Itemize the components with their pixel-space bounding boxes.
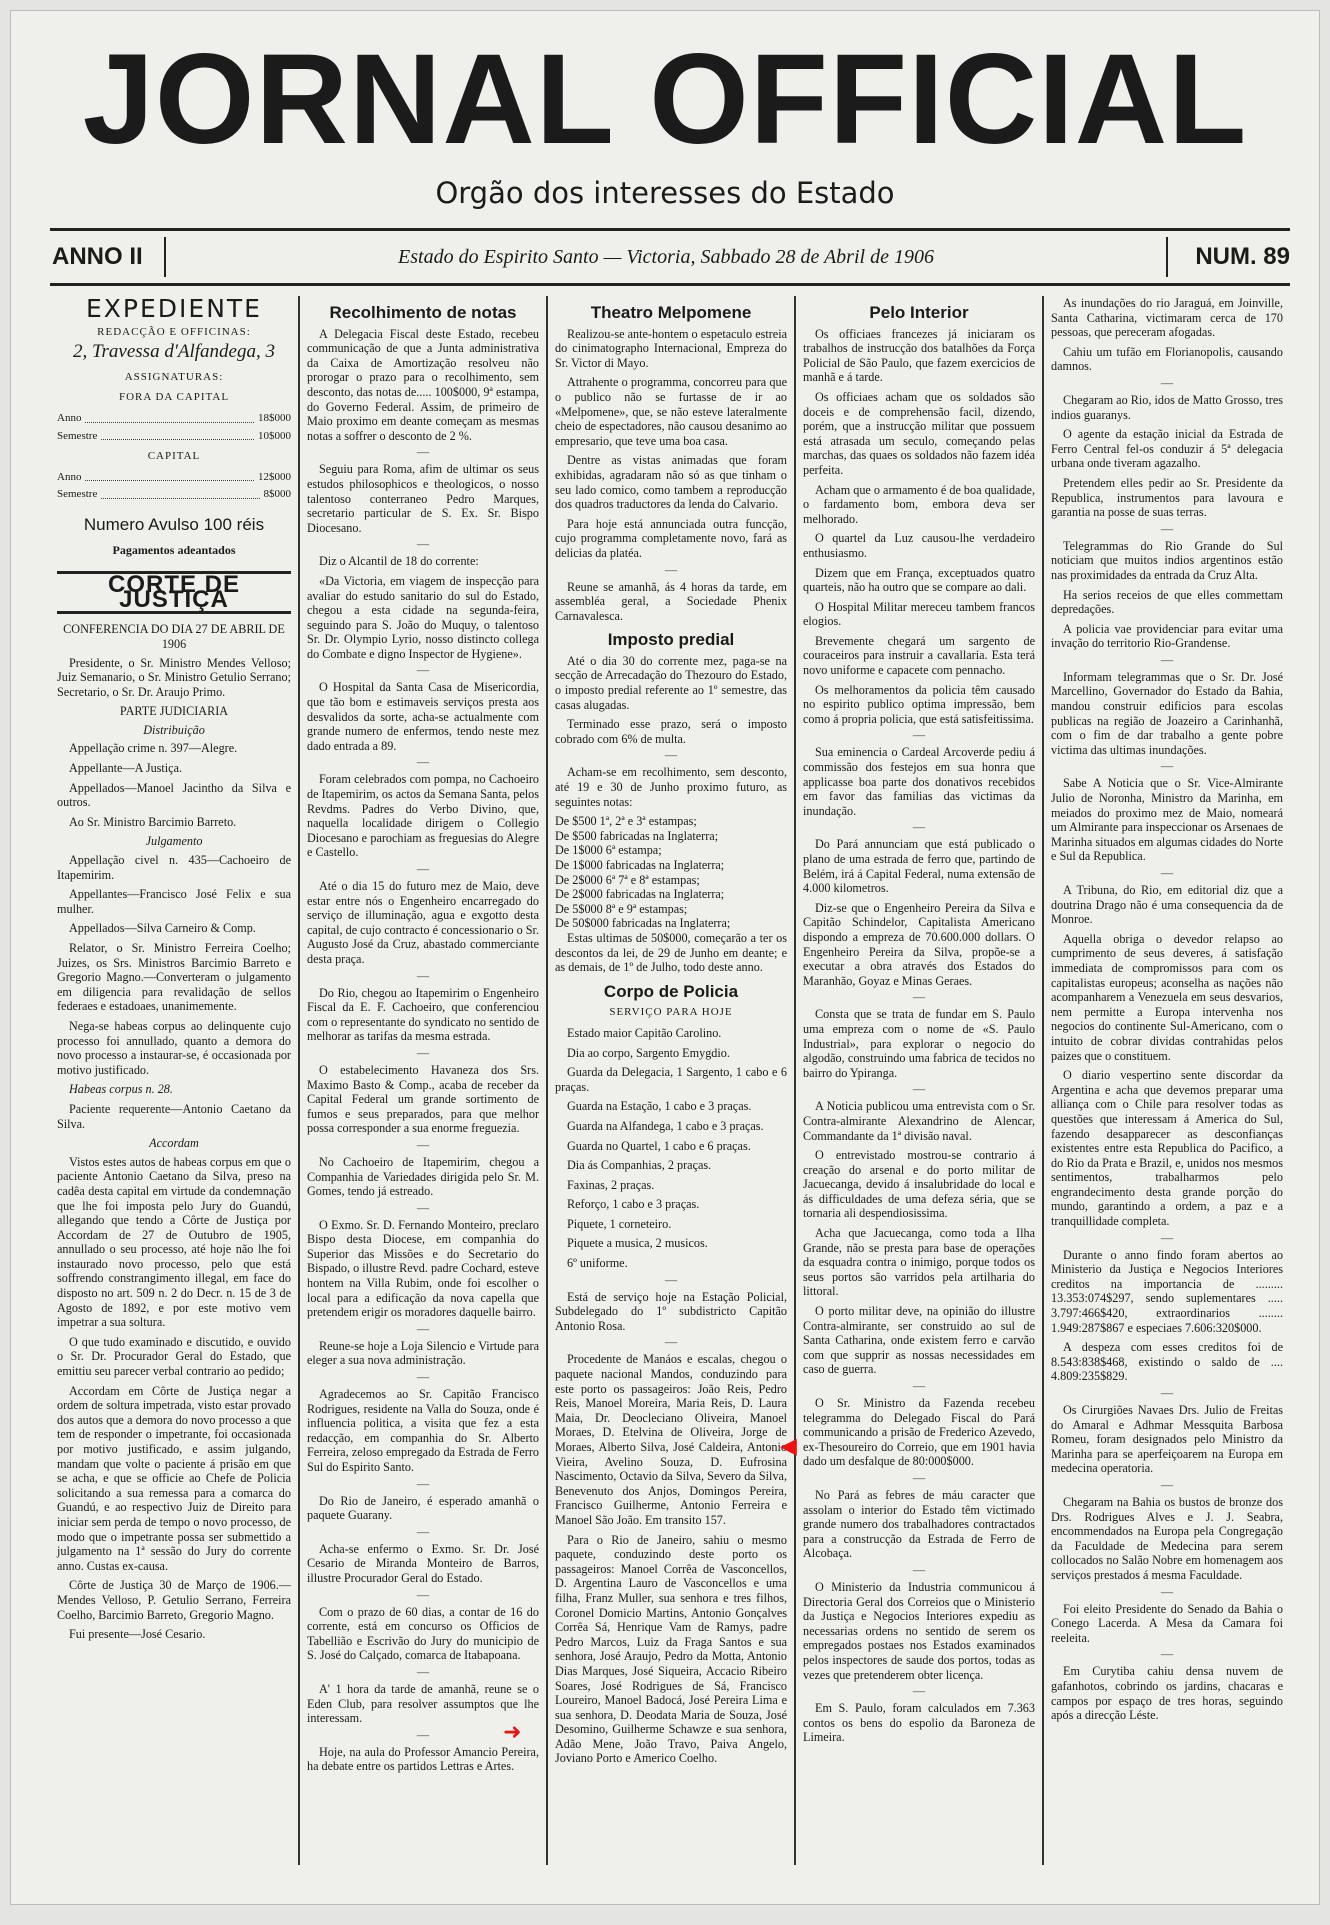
paragraph: Presidente, o Sr. Ministro Mendes Velloso; Juiz Semanario, o Sr. Ministro Getulio Serrano; Secretario, o Sr. Dr. Araujo Primo. [57, 655, 291, 699]
masthead [10, 10, 1320, 210]
issue-date: Estado do Espirito Santo — Victoria, Sabbado 28 de Abril de 1906 [164, 237, 1168, 277]
divider: — [664, 748, 678, 763]
paragraph: O Ministerio da Industria communicou á Directoria Geral dos Correios que o Ministerio da Justiça e Negocios Interiores expediu as necessarias ordens no sentido de serem os empregados postaes nos Estados examinados pelos inspectores de saude dos portos, todas as vezes que pretenderem obter licença. [803, 1579, 1035, 1682]
paragraph: Reforço, 1 cabo e 3 praças. [567, 1197, 700, 1212]
section-label: SERVIÇO PARA HOJE [609, 1006, 733, 1019]
issue-number: NUM. 89 [1195, 243, 1290, 270]
divider: — [416, 862, 430, 876]
column-2 [298, 296, 546, 1865]
divider: — [1160, 521, 1174, 536]
price-row: Semestre 8$000 [57, 488, 291, 501]
paragraph: Diz o Alcantil de 18 do corrente: [319, 554, 479, 569]
price-row: Semestre 10$000 [57, 429, 291, 442]
paragraph: Com o prazo de 60 dias, a contar de 16 do corrente, está em concurso os Officios de Tabellião e Escrivão do Jury do municipio de S. José do Calçado, comarca de Itabapoana. [307, 1604, 539, 1663]
paragraph: O que tudo examinado e discutido, e ouvido o Sr. Dr. Procurador Geral do Estado, que emittiu seu parecer verbal contrario ao pedido; [57, 1334, 291, 1379]
paragraph: Em S. Paulo, foram calculados em 7.363 contos os bens do espolio da Baroneza de Limeira. [803, 1701, 1035, 1745]
paragraph: Appellação civel n. 435—Cachoeiro de Itapemirim. [57, 853, 291, 882]
paragraph: Durante o anno findo foram abertos ao Ministerio da Justiça e Negocios Interiores creditos na importancia de ......... 13.353:074$297, sendo suplementares ..... 3.797:466$420, extraordinarios ........ 1.949:287$867 e especiaes 7.606:320$000. [1051, 1247, 1283, 1335]
single-issue-price: Numero Avulso 100 réis [83, 514, 265, 534]
paragraph: Relator, o Sr. Ministro Ferreira Coelho; Juizes, os Srs. Ministros Barcimio Barreto e Gregorio Magno.—Converteram o julgamento em diligencia para revalidação de sellos federaes e estadoaes, unanimemente. [57, 941, 291, 1014]
paragraph: Para o Rio de Janeiro, sahiu o mesmo paquete, conduzindo deste porto os passageiros: Manoel Corrêa de Vasconcellos, D. Argentina Lauro de Vasconcellos e uma filha, Franz Muller, sua senhora e tres filhos, Coronel Domicio Martins, Antonio Gonçalves Corrêa Sá, Henrique Vam de Ramys, padre Pedro Marcos, Luiz da Fraga Santos e sua senhora, José Araujo, Pedro da Motta, Antonio Dias Marques, José Siqueira, Accacio Ribeiro Soares, José Rodrigues de Sá, Francisco Loureiro, Manoel Badocá, José Pereira Lima e sua senhora, D. Deodata Maria de Souza, José Desomino, Guilherme Schawze e sua senhora, Adão Mene, João Travo, Paiva Angelo, Joviano Porto e Americo Coelho. [555, 1532, 787, 1766]
paragraph: Os officiaes acham que os soldados são doceis e de comprehensão facil, dizendo, porém, que a instrucção militar que possuem está atrasada um seculo, começando pelas marchas, das quaes os soldados não fazem idéa perfeita. [803, 389, 1035, 477]
paragraph: Até o dia 30 do corrente mez, paga-se na secção de Arrecadação do Thezouro do Estado, o imposto predial referente ao 1º semestre, das casas alugadas. [555, 653, 787, 712]
paragraph: Acham que o armamento é de boa qualidade, o fardamento bom, embora deva ser melhorado. [803, 482, 1035, 526]
divider: — [1160, 866, 1174, 880]
paragraph: No Cachoeiro de Itapemirim, chegou a Companhia de Variedades dirigida pelo Sr. M. Gomes, tendo já estreado. [307, 1154, 539, 1199]
divider: — [416, 1370, 430, 1385]
paragraph: Chegaram ao Rio, idos de Matto Grosso, tres indios guaranys. [1051, 392, 1283, 422]
note-line: De $500 1ª, 2ª e 3ª estampas; [555, 814, 697, 829]
note-line: De $500 fabricadas na Inglaterra; [555, 828, 719, 843]
divider: — [912, 1470, 926, 1485]
paragraph: O Sr. Ministro da Fazenda recebeu telegramma do Delegado Fiscal do Pará communicando a prisão de Frederico Azevedo, ex-Thesoureiro do Correio, que em 1901 havia dado um desfalque de 80:000$000. [803, 1396, 1035, 1469]
paragraph: Seguiu para Roma, afim de ultimar os seus estudos philosophicos e theologicos, o nosso talentoso conterraneo Pedro Marques, secretario particular de S. Ex. Sr. Bispo Diocesano. [307, 462, 539, 535]
paragraph: Realizou-se ante-hontem o espetaculo estreia do cinimatographo Internacional, Empreza do Sr. Victor di Mayo. [555, 326, 787, 370]
divider: — [664, 562, 678, 577]
office-address: 2, Travessa d'Alfandega, 3 [73, 341, 275, 363]
paragraph: Ao Sr. Ministro Barcimio Barreto. [69, 814, 237, 829]
conferencia-line: CONFERENCIA DO DIA 27 DE ABRIL DE 1906 [63, 622, 285, 651]
divider: — [416, 1321, 430, 1336]
paragraph: Sabe A Noticia que o Sr. Vice-Almirante Julio de Noronha, Ministro da Marinha, em meiados do proximo mez de Maio, nomeará um Almirante para inspeccionar os Arsenaes de Marinha situados em algumas cidades do Norte e Sul da Republica. [1051, 776, 1283, 864]
newspaper-subtitle: Orgão dos interesses do Estado [435, 176, 895, 210]
issue-year: ANNO II [52, 243, 143, 270]
paragraph: Côrte de Justiça 30 de Março de 1906.—Mendes Velloso, P. Getulio Serrano, Ferreira Coelho, Barcimio Barreto, Gregorio Magno. [57, 1578, 291, 1622]
paragraph: Foi eleito Presidente do Senado da Bahia o Conego Lacerda. A Mesa da Camara foi reeleita. [1051, 1601, 1283, 1645]
paragraph: Pretendem elles pedir ao Sr. Presidente da Republica, instrumentos para lavoura e garantia na posse de suas terras. [1051, 475, 1283, 520]
paragraph: Diz-se que o Engenheiro Pereira da Silva e Capitão Schindelor, Capitalista Americano dispondo a empreza de 70.600.000 dollars. O Engenheiro Pereira da Silva, propõe-se a executar a obra através dos Estados do Maranhão, Goyaz e Minas Geraes. [803, 900, 1035, 988]
paragraph: Informam telegrammas que o Sr. Dr. José Marcellino, Governador do Estado da Bahia, mandou construir edificios para escolas publicas na região de Joazeiro a Carinhanhã, com o fim de dar trabalho a gente pobre victima das ultimas inundações. [1051, 669, 1283, 757]
paragraph: A Noticia publicou uma entrevista com o Sr. Contra-almirante Alexandrino de Alencar, Commandante da 1ª divisão naval. [803, 1099, 1035, 1143]
paragraph: A Delegacia Fiscal deste Estado, recebeu communicação de que a Junta administrativa da Caixa de Amortização resolveu não prorogar o prazo para o recolhimento, sem desconto, das notas de..... 100$000, 9ª estampa, do Governo Federal. Assim, de primeiro de Maio proximo em deante começam as mesmas notas a soffrer o desconto de 2 %. [307, 326, 539, 443]
paragraph: No Pará as febres de máu caracter que assolam o interior do Estado têm victimado grande numero dos trabalhadores contractados para a construcção da Estrada de Ferro de Alcobaça. [803, 1487, 1035, 1561]
note-line: De 1$000 fabricadas na Inglaterra; [555, 858, 725, 872]
paragraph: Do Pará annunciam que está publicado o plano de uma estrada de ferro que, partindo de Belém, irá á Capital Federal, numa extensão de 4.000 kilometros. [803, 837, 1035, 896]
divider: — [416, 1727, 430, 1742]
paragraph: Guarda na Alfandega, 1 cabo e 3 praças. [567, 1118, 764, 1133]
paragraph: O agente da estação inicial da Estrada de Ferro Central fel-os conduzir á 5ª delegacia urbana onde tiveram agazalho. [1051, 427, 1283, 471]
divider: — [416, 1200, 430, 1215]
divider: — [912, 1379, 926, 1393]
paragraph: Agradecemos ao Sr. Capitão Francisco Rodrigues, residente na Valla do Souza, onde é influencia politica, a visita que fez a esta redacção, em companhia do Sr. Alberto Ferreira, zeloso empregado da Estrada de Ferro Sul do Espirito Santo. [307, 1387, 539, 1474]
newspaper-page [10, 10, 1320, 1905]
divider: — [912, 1562, 926, 1577]
divider: — [416, 1045, 430, 1060]
corte-justica-heading: CORTE DE JUSTIÇA [57, 571, 291, 614]
paragraph: Acham-se em recolhimento, sem desconto, até 19 e 30 de Junho proximo futuro, as seguintes notas: [555, 765, 787, 809]
columns [50, 296, 1290, 1865]
article-title: Imposto predial [607, 630, 735, 650]
column-4 [794, 296, 1042, 1865]
paragraph: Cahiu um tufão em Florianopolis, causando damnos. [1051, 344, 1283, 374]
paragraph: Em Curytiba cahiu densa nuvem de gafanhotos, cobrindo os jardins, chacaras e campos por espaço de tres horas, seguindo após a direcção Léste. [1051, 1664, 1283, 1723]
paragraph: Estado maior Capitão Carolino. [567, 1025, 722, 1040]
paragraph: 6º uniforme. [567, 1256, 628, 1271]
paragraph: Piquete, 1 corneteiro. [567, 1216, 672, 1231]
divider: — [1160, 1477, 1174, 1492]
paragraph: Dia ás Companhias, 2 praças. [567, 1158, 712, 1173]
paragraph: A Tribuna, do Rio, em editorial diz que a doutrina Drago não é uma consequencia da de Monroe. [1051, 883, 1283, 927]
paragraph: O porto militar deve, na opinião do illustre Contra-almirante, ser construido ao sul de Santa Catharina, onde existem ferro e carvão com que supprir as nossas necessidades em caso de guerra. [803, 1304, 1035, 1377]
paragraph: Reune-se hoje a Loja Silencio e Virtude para eleger a sua nova administração. [307, 1338, 539, 1368]
paragraph: Telegrammas do Rio Grande do Sul noticiam que muitos indios argentinos estão nas proximidades da entrada da Cruz Alta. [1051, 538, 1283, 582]
paragraph: A policia vae providenciar para evitar uma invação do territorio Rio-Grandense. [1051, 621, 1283, 651]
note-line: De 2$000 6ª 7ª e 8ª estampas; [555, 872, 700, 887]
paragraph: Fui presente—José Cesario. [69, 1627, 206, 1642]
paragraph: Aquella obriga o devedor relapso ao cumprimento de seus deveres, á satisfação immediata de compromissos para com os capitalistas europeus; aconselha as nações não acompanharem a Venezuela em seus desvarios, nem permitte a Europa intervenha nos negocios do continente Sul-Americano, com o intuito de cobrar dividas contrahidas pelos paizes que o constituem. [1051, 931, 1283, 1063]
newspaper-title: JORNAL OFFICIAL [82, 28, 1248, 171]
section-label: Distribuição [143, 722, 205, 737]
capital-label: CAPITAL [147, 450, 201, 463]
paragraph: Acha-se enfermo o Exmo. Sr. Dr. José Cesario de Miranda Monteiro de Barros, illustre Procurador Geral do Estado. [307, 1541, 539, 1585]
divider: — [416, 1587, 430, 1602]
divider: — [416, 1137, 430, 1152]
paragraph: Piquete a musica, 2 musicos. [567, 1236, 708, 1251]
article-title: Recolhimento de notas [329, 303, 517, 322]
red-arrow-marker-icon: ◀ [780, 1434, 797, 1459]
paragraph: Vistos estes autos de habeas corpus em que o paciente Antonio Caetano da Silva, preso na cadêa desta capital em virtude da condemnação que lhe foi imposta pelo Jury do Guandú, allegando que tendo a Côrte de Justiça por Accordam de 27 de Outubro de 1905, annullado o seu processo, até hoje não lhe foi instaurado novo processo, pelo que está soffrendo constrangimento illegal, em face do disposto no art. 509 n. 2 do Decr. n. 15 de 3 de Agosto de 1892, e por este motivo vem impetrar a sua soltura. [57, 1154, 291, 1330]
paragraph: O quartel da Luz causou-lhe verdadeiro enthusiasmo. [803, 531, 1035, 560]
divider: — [912, 1684, 926, 1699]
paragraph: Sua eminencia o Cardeal Arcoverde pediu á commissão dos festejos em sua honra que applicasse boa parte dos donativos recebidos em favor das familias das victimas da inundação. [803, 745, 1035, 818]
paragraph: Estas ultimas de 50$000, começarão a ter os descontos da lei, de 29 de Junho em deante; e as demais, de 1º de Julho, todo deste anno. [555, 930, 787, 975]
paragraph: Attrahente o programma, concorreu para que o publico não se furtasse de ir ao «Melpomene», que, se não esteve lateralmente cheio de espectadores, não causou desanimo ao empresario, que teve uma boa casa. [555, 375, 787, 448]
paragraph: Habeas corpus n. 28. [69, 1082, 173, 1097]
paragraph: Consta que se trata de fundar em S. Paulo uma empreza com o nome de «S. Paulo Industrial», para explorar o negocio do algodão, construindo uma fabrica de tecidos no bairro do Ypiranga. [803, 1007, 1035, 1080]
divider: — [1160, 759, 1174, 774]
note-line: De 2$000 fabricadas na Inglaterra; [555, 887, 725, 902]
article-title: Theatro Melpomene [590, 303, 752, 322]
paragraph: Dia ao corpo, Sargento Emygdio. [567, 1045, 730, 1060]
paragraph: Dentre as vistas animadas que foram exhibidas, agradaram não só as que tinham o seu lado comico, como tambem a reproducção dos quadros traductores da lenda do Calvario. [555, 453, 787, 512]
note-line: De 50$000 fabricadas na Inglaterra; [555, 916, 731, 931]
paragraph: Brevemente chegará um sargento de couraceiros para instruir a cavallaria. Esta terá novo uniforme e capacete com pennacho. [803, 633, 1035, 678]
paragraph: Procedente de Manáos e escalas, chegou o paquete nacional Mandos, conduzindo para este porto os passageiros: João Reis, Pedro Reis, Manoel Moreira, Maria Reis, D. Laura Maia, Dr. Deocleciano Oliveira, Manoel Moraes, D. Etelvina de Oliveira, Jorge de Moraes, Alberto Silva, José Caldeira, Antonio Vieira, Avelino Souza, D. Eufrosina Nascimento, Octavio da Silva, Severo da Silva, Benevenuto dos Anjos, Domingos Pereira, Francisco Guilherme, Antonio Ferreira e Manoel São João. Em transito 157. [555, 1352, 787, 1527]
paragraph: Paciente requerente—Antonio Caetano da Silva. [57, 1101, 291, 1131]
article-title: Corpo de Policia [603, 981, 739, 1001]
paragraph: Os officiaes francezes já iniciaram os trabalhos de instrucção dos batalhões da Força Policial de São Paulo, que fazem exercicios de manhã e á tarde. [803, 326, 1035, 385]
paragraph: A despeza com esses creditos foi de 8.543:838$468, existindo o saldo de .... 4.809:235$829. [1051, 1340, 1283, 1384]
divider: — [416, 1524, 430, 1539]
divider: — [416, 663, 430, 678]
paragraph: Dizem que em França, exceptuados quatro quarteis, não ha outro que se compare ao dali. [803, 565, 1035, 595]
column-3 [546, 296, 794, 1865]
divider: — [912, 728, 926, 743]
section-label: Accordam [149, 1136, 199, 1151]
paragraph: Guarda no Quartel, 1 cabo e 6 praças. [567, 1138, 751, 1153]
divider: — [1160, 652, 1174, 667]
paragraph: Acha que Jacuecanga, como toda a Ilha Grande, não se presta para base de operações da esquadra contra o inimigo, porque todos os seus portos são varridos pela artilharia do littoral. [803, 1226, 1035, 1299]
paragraph: Appellados—Manoel Jacintho da Silva e outros. [57, 780, 291, 810]
price-row: Anno 12$000 [57, 470, 291, 483]
paragraph: Os Cirurgiões Navaes Drs. Julio de Freitas do Amaral e Adhmar Messquita Barbosa Romeu, foram designados pelo Ministro da Marinha para se aperfeiçoarem na Europa em medecina operatoria. [1051, 1403, 1283, 1476]
payment-note: Pagamentos adeantados [112, 542, 236, 557]
divider: — [1160, 1584, 1174, 1599]
paragraph: Ha serios receios de que elles commettam depredações. [1051, 587, 1283, 617]
dateline-bar [50, 228, 1290, 286]
paragraph: Terminado esse prazo, será o imposto cobrado com 6% de multa. [555, 717, 787, 746]
paragraph: Appellante—A Justiça. [69, 761, 183, 776]
note-line: De 5$000 8ª e 9ª estampas; [555, 901, 688, 916]
paragraph: Do Rio, chegou ao Itapemirim o Engenheiro Fiscal da E. F. Cachoeiro, que conferenciou com o representante do syndicato no sentido de melhorar as tarifas da mesma estrada. [307, 985, 539, 1044]
paragraph: Para hoje está annunciada outra funcção, cujo programma completamente novo, fará as delicias da platéa. [555, 516, 787, 560]
paragraph: Accordam em Côrte de Justiça negar a ordem de soltura impetrada, visto estar provado dos autos que a demora do novo processo a que tem de responder o impetrante, foi occasionada por motivo justificado, e assim julgando, mandam que volte o paciente á prisão em que se acha, e que se officie ao Chefe de Policia solicitando a sua remessa para a comarca do Guandú, e ao respectivo Juiz de Direito para iniciar sem perda de tempo o novo processo, de modo que o impetrante possa ser submettido a julgamento na 1ª sessão do Jury do corrente anno. Custas ex-causa. [57, 1383, 291, 1573]
fora-capital-label: FORA DA CAPITAL [118, 391, 230, 404]
divider: — [416, 968, 430, 983]
expediente-heading: EXPEDIENTE [86, 296, 262, 323]
paragraph: Appellados—Silva Carneiro & Comp. [69, 921, 256, 936]
divider: — [1160, 1647, 1174, 1662]
section-label: PARTE JUDICIARIA [119, 704, 229, 719]
article-title: Pelo Interior [869, 303, 969, 322]
red-arrow-marker-icon: ➜ [503, 1720, 522, 1745]
divider: — [912, 990, 926, 1005]
paragraph: Faxinas, 2 praças. [567, 1177, 655, 1192]
paragraph: Os melhoramentos da policia têm causado no espirito publico optima impressão, bem como á propria policia, que está satisfeitissima. [803, 682, 1035, 726]
paragraph: A' 1 hora da tarde de amanhã, reune se o Eden Club, para resolver assumptos que lhe interessam. [307, 1681, 539, 1726]
paragraph: «Da Victoria, em viagem de inspecção para avaliar do estudo sanitario do sul do Estado, chegou a esta cidade na segunda-feira, seguindo para S. João do Muquy, o talentoso Sr. Dr. Olympio Lyrio, nosso distincto collega do Combate e digno Inspector de Hygiene». [307, 573, 539, 661]
column-1 [50, 296, 298, 1865]
paragraph: O estabelecimento Havaneza dos Srs. Maximo Basto & Comp., acaba de receber da Capital Federal um grande sortimento de fumos e seus preparados, para que melhor possa corresponder a sua enorme freguezia. [307, 1062, 539, 1136]
paragraph: Foram celebrados com pompa, no Cachoeiro de Itapemirim, os actos da Semana Santa, pelos Revdms. Padres do Verbo Divino, que, naquella localidade dirigem o Collegio Diocesano e parochiam as freguesias do Alegre e Castello. [307, 772, 539, 860]
paragraph: As inundações do rio Jaraguá, em Joinville, Santa Catharina, victimaram cerca de 170 pessoas, que pereceram afogadas. [1051, 296, 1283, 340]
divider: — [912, 1082, 926, 1097]
divider: — [416, 1476, 430, 1491]
divider: — [664, 1272, 678, 1287]
column-5 [1042, 296, 1290, 1865]
note-line: De 1$000 6ª estampa; [555, 843, 662, 858]
divider: — [1160, 1386, 1174, 1400]
paragraph: O diario vespertino sente discordar da Argentina e acha que devemos preparar uma alliança com o Chile para resolver todas as questões que interessam á America do Sul, fazendo desapparecer as desconfianças existentes entre esta Republica do Pacifico, a do Rio da Prata e Brazil, e, unidos nos mesmos sentimentos, trabalharmos pelo engrandecimento desta grande porção do mundo, garantindo a ordem, a paz e a tranquillidade completa. [1051, 1068, 1283, 1229]
paragraph: O Hospital da Santa Casa de Misericordia, que tão bom e estimaveis serviços presta aos desvalidos da sorte, acha-se actualmente com grande numero de enfermos, tendo neste mez dado entrada a 89. [307, 680, 539, 753]
paragraph: Até o dia 15 do futuro mez de Maio, deve estar entre nós o Engenheiro encarregado do serviço de illuminação, agua e exgotto desta capital, de cujo contracto é concessionario o Sr. Augusto José da Cruz, abastado commerciante desta praça. [307, 879, 539, 966]
paragraph: Chegaram na Bahia os bustos de bronze dos Drs. Rodrigues Alves e J. J. Seabra, encommendados na Europa pela Congregação da Faculdade de Medecina para serem collocados no Salão Nobre em homenagem aos serviços prestados á mesma Faculdade. [1051, 1494, 1283, 1582]
paragraph: Appellação crime n. 397—Alegre. [69, 741, 238, 756]
assignaturas-label: ASSIGNATURAS: [124, 370, 224, 383]
paragraph: Está de serviço hoje na Estação Policial, Subdelegado do 1º subdistricto Capitão Antonio Rosa. [555, 1289, 787, 1333]
paragraph: Do Rio de Janeiro, é esperado amanhã o paquete Guarany. [307, 1493, 539, 1523]
paragraph: Hoje, na aula do Professor Amancio Pereira, ha debate entre os partidos Lettras e Artes. [307, 1744, 539, 1774]
divider: — [416, 537, 430, 552]
divider: — [664, 1335, 678, 1350]
divider: — [912, 820, 926, 835]
divider: — [416, 1664, 430, 1679]
divider: — [416, 445, 430, 460]
paragraph: Reune se amanhã, ás 4 horas da tarde, em assembléa geral, a Sociedade Phenix Carnavalesca. [555, 579, 787, 623]
divider: — [1160, 1230, 1174, 1245]
paragraph: O Hospital Militar mereceu tambem francos elogios. [803, 599, 1035, 629]
paragraph: O Exmo. Sr. D. Fernando Monteiro, preclaro Bispo desta Diocese, em companhia do Superior das Missões e do Secretario do Bispado, o illustre Revd. padre Cochard, esteve hontem na Villa Rubim, onde foi escolher o local para a edificação da nova capella que pretendem erigir os moradores daquelle bairro. [307, 1217, 539, 1320]
paragraph: Nega-se habeas corpus ao delinquente cujo processo foi annullado, quanto a demora do novo processo a instaurar-se, é occasionada por motivo justificado. [57, 1018, 291, 1077]
divider: — [1160, 375, 1174, 390]
redaccao-label: REDACÇÃO E OFFICINAS: [97, 325, 251, 338]
section-label: Julgamento [145, 834, 203, 849]
paragraph: Appellantes—Francisco José Felix e sua mulher. [57, 887, 291, 916]
price-row: Anno 18$000 [57, 411, 291, 424]
paragraph: O entrevistado mostrou-se contrario á creação do arsenal e do porto militar de Jacuecanga, devido á insalubridade do local e ás difficuldades de uma defeza séria, que se tornaria ali despendiosissima. [803, 1148, 1035, 1221]
divider: — [416, 755, 430, 770]
paragraph: Guarda da Delegacia, 1 Sargento, 1 cabo e 6 praças. [555, 1065, 787, 1094]
paragraph: Guarda na Estação, 1 cabo e 3 praças. [567, 1099, 752, 1114]
